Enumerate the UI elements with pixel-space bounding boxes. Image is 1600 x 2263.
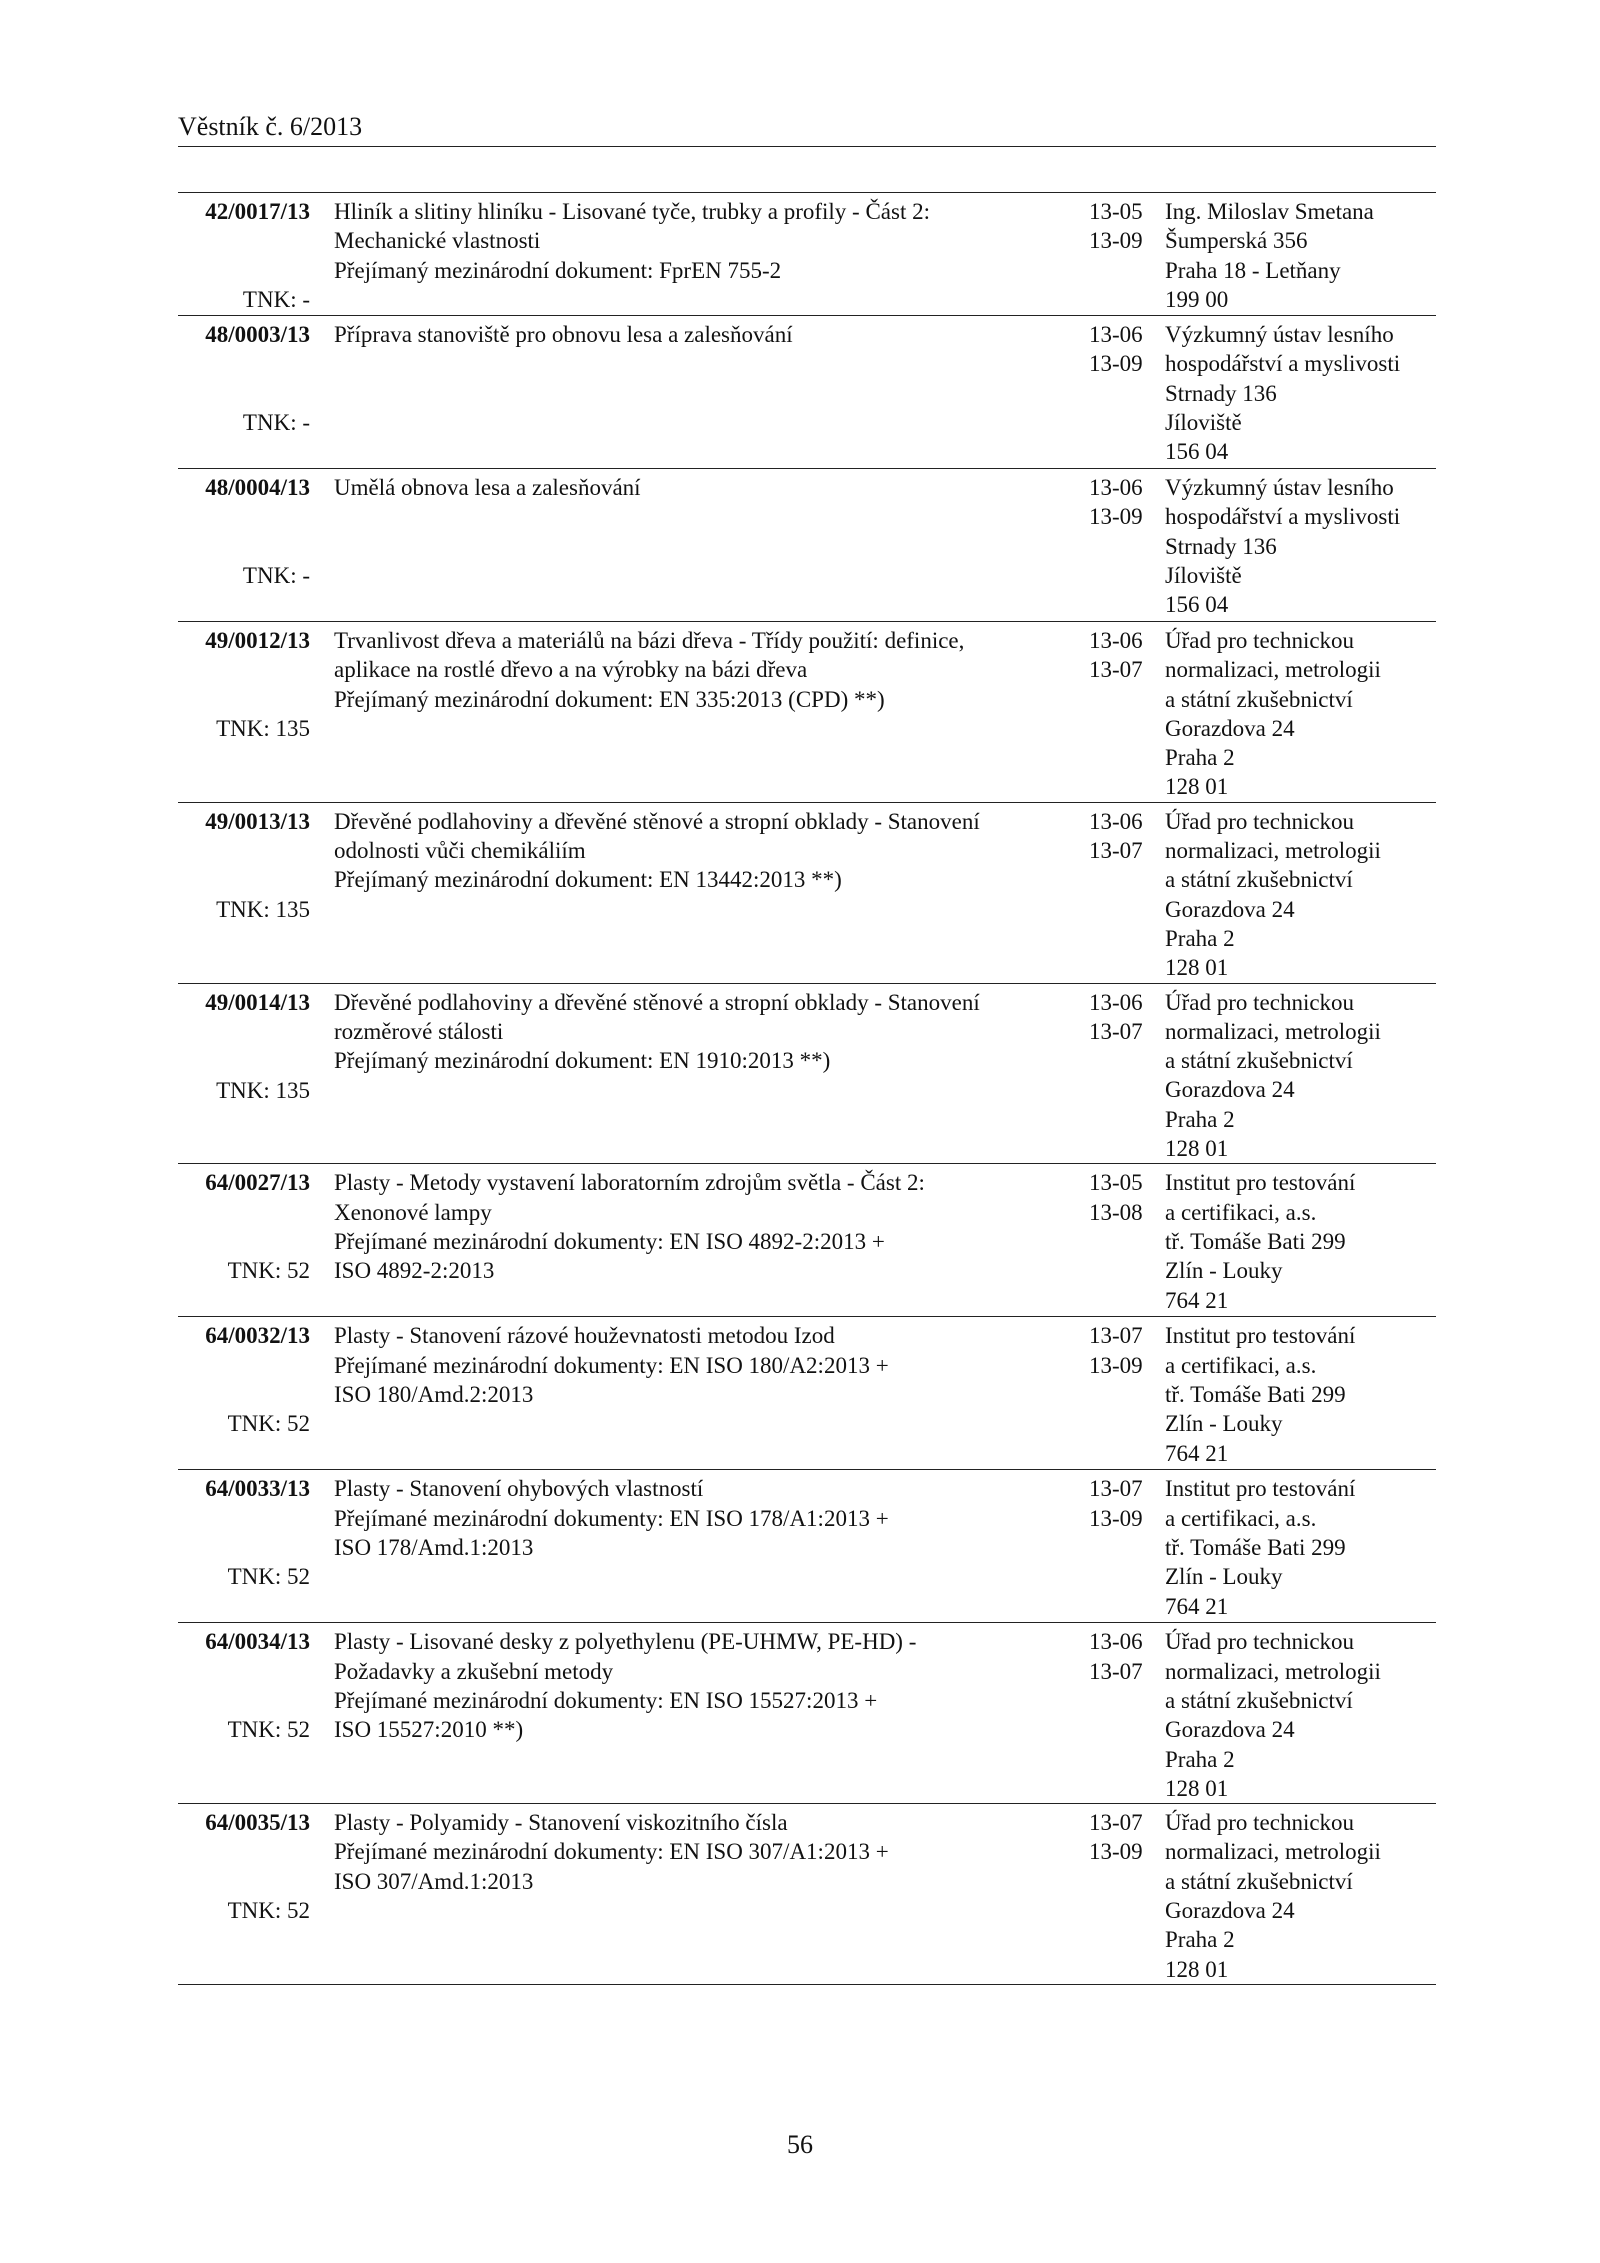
record-title-cell [310,622,1023,803]
record-address-cell [1157,1623,1436,1804]
record-address-cell [1157,316,1436,469]
record-id-block [178,1321,310,1469]
record-id-cell [178,983,310,1164]
record-title-line: rozměrové stálosti [334,1018,504,1044]
table-row [178,1470,1436,1623]
record-address-line: Výzkumný ústav lesního [1165,322,1394,347]
record-address-line: a státní zkušebnictví [1165,1687,1353,1713]
record-title-line: ISO 4892-2:2013 [334,1258,495,1284]
record-dates-cell [1023,983,1157,1164]
record-title-line: Požadavky a zkušební metody [334,1658,614,1684]
record-address-line: Úřad pro technickou [1165,628,1355,653]
record-tnk: TNK: 135 [216,1077,310,1103]
record-date: 13-05 [1089,1170,1143,1196]
record-date: 13-07 [1089,1810,1143,1836]
record-address-line: Praha 2 [1165,1106,1235,1132]
record-address-line: Strnady 136 [1165,533,1277,559]
record-date: 13-09 [1089,228,1143,254]
record-address-line: Praha 18 - Letňany [1165,257,1341,283]
record-title-line: Plasty - Metody vystavení laboratorním zdrojům světla - Část 2: [334,1170,925,1196]
record-address-line: Šumperská 356 [1165,228,1308,254]
record-address-line: Zlín - Louky [1165,1564,1283,1590]
record-address-line: a certifikaci, a.s. [1165,1199,1317,1225]
record-title-line: ISO 307/Amd.1:2013 [334,1868,534,1894]
record-id-cell [178,1470,310,1623]
record-address-line: tř. Tomáše Bati 299 [1165,1534,1346,1560]
record-dates-cell [1023,622,1157,803]
record-tnk: TNK: 52 [227,1564,310,1590]
record-title-line: Přejímané mezinárodní dokumenty: EN ISO 178/A1:2013 + [334,1505,889,1531]
record-address-line: a certifikaci, a.s. [1165,1352,1317,1378]
record-tnk: TNK: - [242,287,310,312]
record-address-line: 128 01 [1165,1136,1229,1162]
record-title-cell [310,1164,1023,1317]
record-address-line: Zlín - Louky [1165,1258,1283,1284]
table-row [178,193,1436,316]
record-date: 13-05 [1089,199,1143,224]
record-id-block [178,988,310,1136]
record-date: 13-06 [1089,475,1143,500]
record-address-line: 764 21 [1165,1440,1229,1466]
record-date: 13-09 [1089,1505,1143,1531]
record-address-line: Jíloviště [1165,562,1242,588]
record-code: 64/0032/13 [205,1323,310,1349]
record-address-cell [1157,802,1436,983]
record-tnk: TNK: 52 [227,1258,310,1284]
record-title-line: Přejímaný mezinárodní dokument: EN 335:2013 (CPD) **) [334,686,885,712]
record-id-cell [178,316,310,469]
record-address-line: Gorazdova 24 [1165,1717,1295,1743]
record-date: 13-07 [1089,838,1143,864]
record-address-line: 156 04 [1165,592,1229,618]
record-address-line: 764 21 [1165,1287,1229,1313]
table-row [178,316,1436,469]
record-title-line: Přejímaný mezinárodní dokument: EN 13442:2013 **) [334,867,842,893]
record-title-line: Dřevěné podlahoviny a dřevěné stěnové a stropní obklady - Stanovení [334,808,980,834]
record-address-line: Gorazdova 24 [1165,1898,1295,1924]
record-dates-cell [1023,1164,1157,1317]
record-address-line: Institut pro testování [1165,1170,1356,1196]
record-address-line: Praha 2 [1165,925,1235,951]
record-address-line: Institut pro testování [1165,1323,1356,1349]
record-tnk: TNK: 52 [227,1717,310,1743]
record-dates-cell [1023,1804,1157,1985]
record-title-cell [310,983,1023,1164]
record-tnk: TNK: 52 [227,1898,310,1924]
record-id-cell [178,1317,310,1470]
record-title-line: Dřevěné podlahoviny a dřevěné stěnové a stropní obklady - Stanovení [334,989,980,1015]
record-tnk: TNK: 135 [216,896,310,922]
record-dates-cell [1023,1623,1157,1804]
record-address-line: Gorazdova 24 [1165,896,1295,922]
record-address-line: Výzkumný ústav lesního [1165,475,1394,500]
record-address-line: Ing. Miloslav Smetana [1165,199,1374,224]
record-address-line: 128 01 [1165,955,1229,981]
header-divider [178,146,1436,147]
table-row [178,1164,1436,1317]
record-address-line: Strnady 136 [1165,380,1277,406]
record-address-line: 199 00 [1165,286,1229,312]
record-date: 13-06 [1089,628,1143,653]
record-address-line: Praha 2 [1165,745,1235,771]
record-id-cell [178,469,310,622]
record-address-cell [1157,622,1436,803]
record-date: 13-06 [1089,989,1143,1015]
record-code: 48/0003/13 [205,322,310,347]
record-code: 42/0017/13 [205,199,310,224]
record-title-line: Hliník a slitiny hliníku - Lisované tyče, trubky a profily - Část 2: [334,199,930,224]
record-address-line: Praha 2 [1165,1746,1235,1772]
record-title-cell [310,1804,1023,1985]
record-code: 49/0012/13 [205,628,310,653]
record-title-line: ISO 178/Amd.1:2013 [334,1534,534,1560]
record-dates-cell [1023,1317,1157,1470]
record-id-block [178,807,310,955]
record-id-cell [178,622,310,803]
page-header-title: Věstník č. 6/2013 [178,112,363,141]
record-code: 64/0034/13 [205,1629,310,1655]
record-title-cell [310,1623,1023,1804]
record-title-cell [310,469,1023,622]
record-title-line: Umělá obnova lesa a zalesňování [334,475,641,500]
record-id-block [178,1627,310,1775]
record-address-line: Zlín - Louky [1165,1411,1283,1437]
record-code: 64/0035/13 [205,1810,310,1836]
record-title-line: Mechanické vlastnosti [334,228,541,254]
record-title-line: Přejímané mezinárodní dokumenty: EN ISO 180/A2:2013 + [334,1352,889,1378]
table-row [178,469,1436,622]
record-address-line: hospodářství a myslivosti [1165,351,1401,377]
record-address-line: normalizaci, metrologii [1165,1658,1381,1684]
record-id-block [178,626,310,774]
record-date: 13-09 [1089,351,1143,377]
record-address-line: Úřad pro technickou [1165,989,1355,1015]
record-title-line: Přejímané mezinárodní dokumenty: EN ISO 15527:2013 + [334,1687,878,1713]
record-dates-cell [1023,802,1157,983]
record-address-line: a státní zkušebnictví [1165,1868,1353,1894]
record-tnk: TNK: 52 [227,1411,310,1437]
record-title-line: Přejímané mezinárodní dokumenty: EN ISO 307/A1:2013 + [334,1839,889,1865]
records-table [178,192,1436,1985]
record-title-line: Plasty - Stanovení rázové houževnatosti metodou Izod [334,1323,835,1349]
record-title-line: ISO 180/Amd.2:2013 [334,1381,534,1407]
record-dates-cell [1023,1470,1157,1623]
record-title-cell [310,193,1023,316]
table-row [178,1804,1436,1985]
record-title-cell [310,1317,1023,1470]
record-title-line: Přejímané mezinárodní dokumenty: EN ISO 4892-2:2013 + [334,1228,885,1254]
table-row [178,1623,1436,1804]
record-address-line: normalizaci, metrologii [1165,657,1381,683]
record-date: 13-07 [1089,657,1143,683]
record-address-line: tř. Tomáše Bati 299 [1165,1228,1346,1254]
record-id-cell [178,1623,310,1804]
record-address-line: 764 21 [1165,1593,1229,1619]
record-title-cell [310,802,1023,983]
record-address-line: a státní zkušebnictví [1165,686,1353,712]
record-title-cell [310,1470,1023,1623]
record-address-cell [1157,193,1436,316]
record-address-line: 156 04 [1165,439,1229,465]
record-date: 13-08 [1089,1199,1143,1225]
table-row [178,802,1436,983]
record-dates-cell [1023,193,1157,316]
record-title-line: Trvanlivost dřeva a materiálů na bázi dřeva - Třídy použití: definice, [334,628,965,653]
record-date: 13-09 [1089,504,1143,530]
record-address-line: Jíloviště [1165,409,1242,435]
record-id-cell [178,1164,310,1317]
record-address-line: tř. Tomáše Bati 299 [1165,1381,1346,1407]
record-address-cell [1157,1164,1436,1317]
record-address-cell [1157,469,1436,622]
record-address-line: Gorazdova 24 [1165,1077,1295,1103]
record-address-line: hospodářství a myslivosti [1165,504,1401,530]
record-code: 64/0033/13 [205,1476,310,1502]
record-tnk: TNK: - [242,563,310,588]
record-address-line: Gorazdova 24 [1165,715,1295,741]
record-id-cell [178,1804,310,1985]
record-address-line: a státní zkušebnictví [1165,1048,1353,1074]
record-date: 13-07 [1089,1476,1143,1502]
record-address-cell [1157,1317,1436,1470]
record-date: 13-06 [1089,322,1143,347]
record-address-line: normalizaci, metrologii [1165,1839,1381,1865]
record-title-line: Přejímaný mezinárodní dokument: EN 1910:2013 **) [334,1048,831,1074]
record-code: 49/0013/13 [205,808,310,834]
record-title-line: Xenonové lampy [334,1199,492,1225]
record-id-block [178,197,310,315]
record-id-block [178,320,310,468]
record-address-line: Praha 2 [1165,1927,1235,1953]
record-address-line: 128 01 [1165,1775,1229,1801]
record-id-cell [178,193,310,316]
record-dates-cell [1023,316,1157,469]
record-address-line: Úřad pro technickou [1165,1629,1355,1655]
record-address-cell [1157,983,1436,1164]
record-address-line: 128 01 [1165,774,1229,800]
record-address-cell [1157,1804,1436,1985]
records-body [178,193,1436,1985]
table-row [178,1317,1436,1470]
record-code: 49/0014/13 [205,989,310,1015]
record-date: 13-09 [1089,1839,1143,1865]
record-date: 13-09 [1089,1352,1143,1378]
record-id-cell [178,802,310,983]
record-date: 13-07 [1089,1018,1143,1044]
table-row [178,622,1436,803]
record-title-line: Plasty - Stanovení ohybových vlastností [334,1476,704,1502]
table-row [178,983,1436,1164]
record-id-block [178,473,310,621]
record-title-cell [310,316,1023,469]
record-title-line: ISO 15527:2010 **) [334,1717,524,1743]
record-title-line: aplikace na rostlé dřevo a na výrobky na bázi dřeva [334,657,808,683]
record-address-line: Institut pro testování [1165,1476,1356,1502]
record-tnk: TNK: - [242,410,310,435]
record-address-line: Úřad pro technickou [1165,808,1355,834]
record-date: 13-07 [1089,1323,1143,1349]
page-number: 56 [787,2130,813,2159]
record-address-line: a certifikaci, a.s. [1165,1505,1317,1531]
record-code: 64/0027/13 [205,1170,310,1196]
record-title-line: Příprava stanoviště pro obnovu lesa a zalesňování [334,322,793,347]
record-address-line: normalizaci, metrologii [1165,1018,1381,1044]
record-title-line: Plasty - Lisované desky z polyethylenu (PE-UHMW, PE-HD) - [334,1629,917,1655]
record-address-line: Úřad pro technickou [1165,1810,1355,1836]
record-id-block [178,1474,310,1622]
record-title-line: Přejímaný mezinárodní dokument: FprEN 755-2 [334,257,782,283]
record-date: 13-06 [1089,808,1143,834]
record-address-line: a státní zkušebnictví [1165,867,1353,893]
record-id-block [178,1808,310,1956]
record-date: 13-06 [1089,1629,1143,1655]
record-id-block [178,1168,310,1316]
record-date: 13-07 [1089,1658,1143,1684]
record-address-line: 128 01 [1165,1956,1229,1982]
record-tnk: TNK: 135 [216,716,310,741]
record-dates-cell [1023,469,1157,622]
record-title-line: odolnosti vůči chemikáliím [334,838,586,864]
record-address-cell [1157,1470,1436,1623]
record-code: 48/0004/13 [205,475,310,500]
record-title-line: Plasty - Polyamidy - Stanovení viskozitního čísla [334,1810,788,1836]
record-address-line: normalizaci, metrologii [1165,838,1381,864]
